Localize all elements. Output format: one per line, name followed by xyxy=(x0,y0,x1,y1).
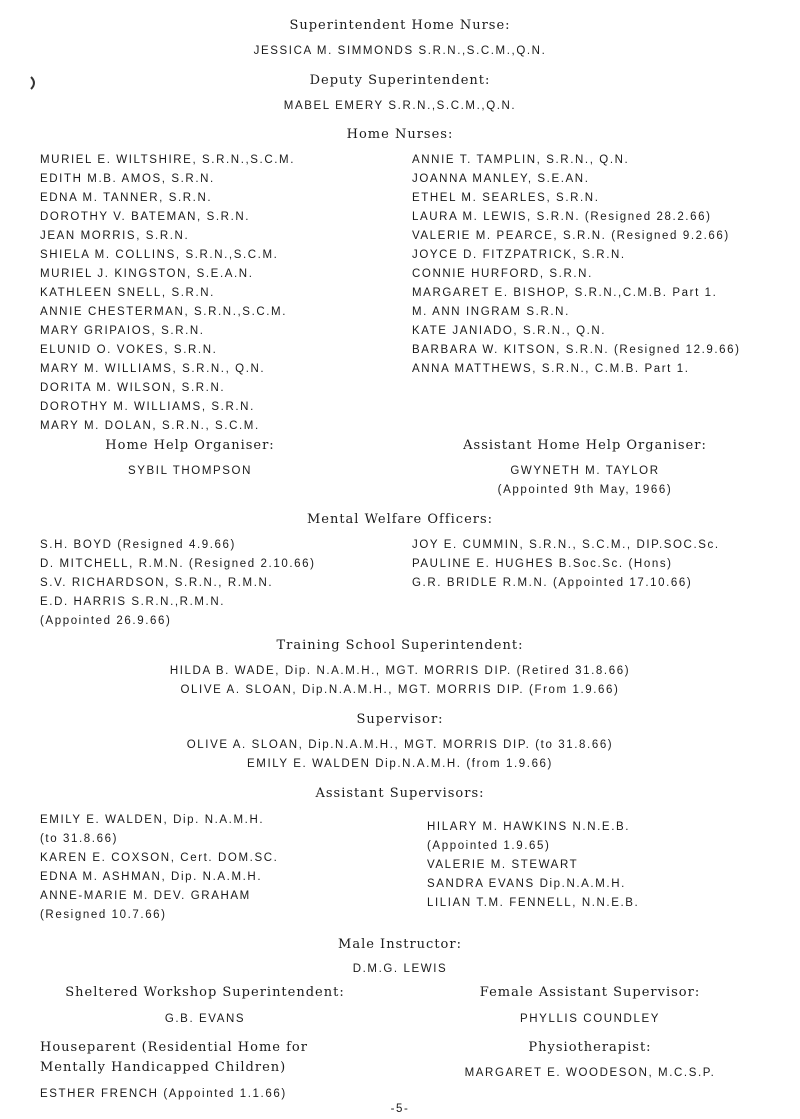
list-item: MURIEL J. KINGSTON, S.E.A.N. xyxy=(40,268,254,280)
list-item: SHIELA M. COLLINS, S.R.N.,S.C.M. xyxy=(40,249,279,261)
list-item: LILIAN T.M. FENNELL, N.N.E.B. xyxy=(427,897,640,909)
list-item: DOROTHY V. BATEMAN, S.R.N. xyxy=(40,211,251,223)
list-item: KATE JANIADO, S.R.N., Q.N. xyxy=(412,325,607,337)
list-item: PAULINE E. HUGHES B.Soc.Sc. (Hons) xyxy=(412,558,673,570)
list-item: DOROTHY M. WILLIAMS, S.R.N. xyxy=(40,401,255,413)
sheltered-workshop-title: Sheltered Workshop Superintendent: xyxy=(65,985,345,1000)
home-nurses-title: Home Nurses: xyxy=(346,127,454,142)
home-nurses-right-list xyxy=(412,151,741,379)
list-item: EMILY E. WALDEN, Dip. N.A.M.H. xyxy=(40,814,265,826)
list-item: JOYCE D. FITZPATRICK, S.R.N. xyxy=(412,249,626,261)
assistant-home-help-organiser-note: (Appointed 9th May, 1966) xyxy=(497,484,673,496)
list-item: ANNIE T. TAMPLIN, S.R.N., Q.N. xyxy=(412,154,630,166)
list-item: (Appointed 1.9.65) xyxy=(427,840,551,852)
deputy-name: MABEL EMERY S.R.N.,S.C.M.,Q.N. xyxy=(283,100,517,112)
houseparent-title: Houseparent (Residential Home for xyxy=(40,1040,308,1055)
list-item: LAURA M. LEWIS, S.R.N. (Resigned 28.2.66) xyxy=(412,211,712,223)
home-help-organiser-title: Home Help Organiser: xyxy=(105,438,275,453)
list-item: VALERIE M. PEARCE, S.R.N. (Resigned 9.2.66) xyxy=(412,230,730,242)
list-item: (Appointed 26.9.66) xyxy=(40,615,172,627)
list-item: BARBARA W. KITSON, S.R.N. (Resigned 12.9.66) xyxy=(412,344,741,356)
list-item: KAREN E. COXSON, Cert. DOM.SC. xyxy=(40,852,279,864)
home-nurses-left-list xyxy=(40,151,295,436)
list-item: KATHLEEN SNELL, S.R.N. xyxy=(40,287,215,299)
list-item: M. ANN INGRAM S.R.N. xyxy=(412,306,570,318)
superintendent-name: JESSICA M. SIMMONDS S.R.N.,S.C.M.,Q.N. xyxy=(253,45,547,57)
mental-welfare-right-list xyxy=(412,536,720,593)
list-item: MARY GRIPAIOS, S.R.N. xyxy=(40,325,205,337)
list-item: G.R. BRIDLE R.M.N. (Appointed 17.10.66) xyxy=(412,577,693,589)
list-item: JEAN MORRIS, S.R.N. xyxy=(40,230,190,242)
assistant-supervisors-title: Assistant Supervisors: xyxy=(315,786,485,801)
physiotherapist-name: MARGARET E. WOODESON, M.C.S.P. xyxy=(464,1067,716,1079)
list-item: MARY M. DOLAN, S.R.N., S.C.M. xyxy=(40,420,260,432)
superintendent-title: Superintendent Home Nurse: xyxy=(289,18,511,33)
list-item: EDNA M. TANNER, S.R.N. xyxy=(40,192,213,204)
list-item: SANDRA EVANS Dip.N.A.M.H. xyxy=(427,878,626,890)
supervisor-title: Supervisor: xyxy=(356,712,444,727)
deputy-title: Deputy Superintendent: xyxy=(309,73,491,88)
list-item: S.V. RICHARDSON, S.R.N., R.M.N. xyxy=(40,577,274,589)
list-item: (Resigned 10.7.66) xyxy=(40,909,167,921)
list-item: E.D. HARRIS S.R.N.,R.M.N. xyxy=(40,596,226,608)
home-help-organiser-name: SYBIL THOMPSON xyxy=(127,465,252,477)
houseparent-name: ESTHER FRENCH (Appointed 1.1.66) xyxy=(40,1088,287,1100)
list-item: ANNA MATTHEWS, S.R.N., C.M.B. Part 1. xyxy=(412,363,690,375)
assistant-supervisors-left-list xyxy=(40,811,278,925)
male-instructor-name: D.M.G. LEWIS xyxy=(352,963,448,975)
list-item: (to 31.8.66) xyxy=(40,833,119,845)
houseparent-title-line2: Mentally Handicapped Children) xyxy=(40,1060,287,1075)
supervisor-line: OLIVE A. SLOAN, Dip.N.A.M.H., MGT. MORRIS DIP. (to 31.8.66) xyxy=(186,739,614,751)
supervisor-line: EMILY E. WALDEN Dip.N.A.M.H. (from 1.9.66) xyxy=(247,758,553,770)
list-item: ELUNID O. VOKES, S.R.N. xyxy=(40,344,218,356)
list-item: VALERIE M. STEWART xyxy=(427,859,579,871)
list-item: ETHEL M. SEARLES, S.R.N. xyxy=(412,192,600,204)
list-item: MARGARET E. BISHOP, S.R.N.,C.M.B. Part 1. xyxy=(412,287,718,299)
page-number: -5- xyxy=(390,1103,410,1115)
male-instructor-title: Male Instructor: xyxy=(338,937,462,952)
list-item: HILARY M. HAWKINS N.N.E.B. xyxy=(427,821,631,833)
list-item: CONNIE HURFORD, S.R.N. xyxy=(412,268,593,280)
list-item: S.H. BOYD (Resigned 4.9.66) xyxy=(40,539,236,551)
list-item: EDNA M. ASHMAN, Dip. N.A.M.H. xyxy=(40,871,263,883)
list-item: MARY M. WILLIAMS, S.R.N., Q.N. xyxy=(40,363,266,375)
mental-welfare-left-list xyxy=(40,536,316,631)
assistant-supervisors-right-list xyxy=(427,818,639,913)
list-item: D. MITCHELL, R.M.N. (Resigned 2.10.66) xyxy=(40,558,316,570)
sheltered-workshop-name: G.B. EVANS xyxy=(164,1013,246,1025)
physiotherapist-title: Physiotherapist: xyxy=(528,1040,652,1055)
female-assistant-supervisor-name: PHYLLIS COUNDLEY xyxy=(520,1013,660,1025)
training-school-line: HILDA B. WADE, Dip. N.A.M.H., MGT. MORRIS DIP. (Retired 31.8.66) xyxy=(169,665,631,677)
list-item: MURIEL E. WILTSHIRE, S.R.N.,S.C.M. xyxy=(40,154,296,166)
assistant-home-help-organiser-name: GWYNETH M. TAYLOR xyxy=(510,465,660,477)
list-item: ANNE-MARIE M. DEV. GRAHAM xyxy=(40,890,251,902)
assistant-home-help-organiser-title: Assistant Home Help Organiser: xyxy=(463,438,707,453)
training-school-line: OLIVE A. SLOAN, Dip.N.A.M.H., MGT. MORRIS DIP. (From 1.9.66) xyxy=(180,684,620,696)
list-item: ANNIE CHESTERMAN, S.R.N.,S.C.M. xyxy=(40,306,288,318)
mental-welfare-title: Mental Welfare Officers: xyxy=(306,512,494,527)
list-item: DORITA M. WILSON, S.R.N. xyxy=(40,382,226,394)
list-item: EDITH M.B. AMOS, S.R.N. xyxy=(40,173,215,185)
female-assistant-supervisor-title: Female Assistant Supervisor: xyxy=(479,985,701,1000)
list-item: JOANNA MANLEY, S.E.AN. xyxy=(412,173,590,185)
training-school-title: Training School Superintendent: xyxy=(276,638,524,653)
list-item: JOY E. CUMMIN, S.R.N., S.C.M., DIP.SOC.Sc. xyxy=(412,539,720,551)
